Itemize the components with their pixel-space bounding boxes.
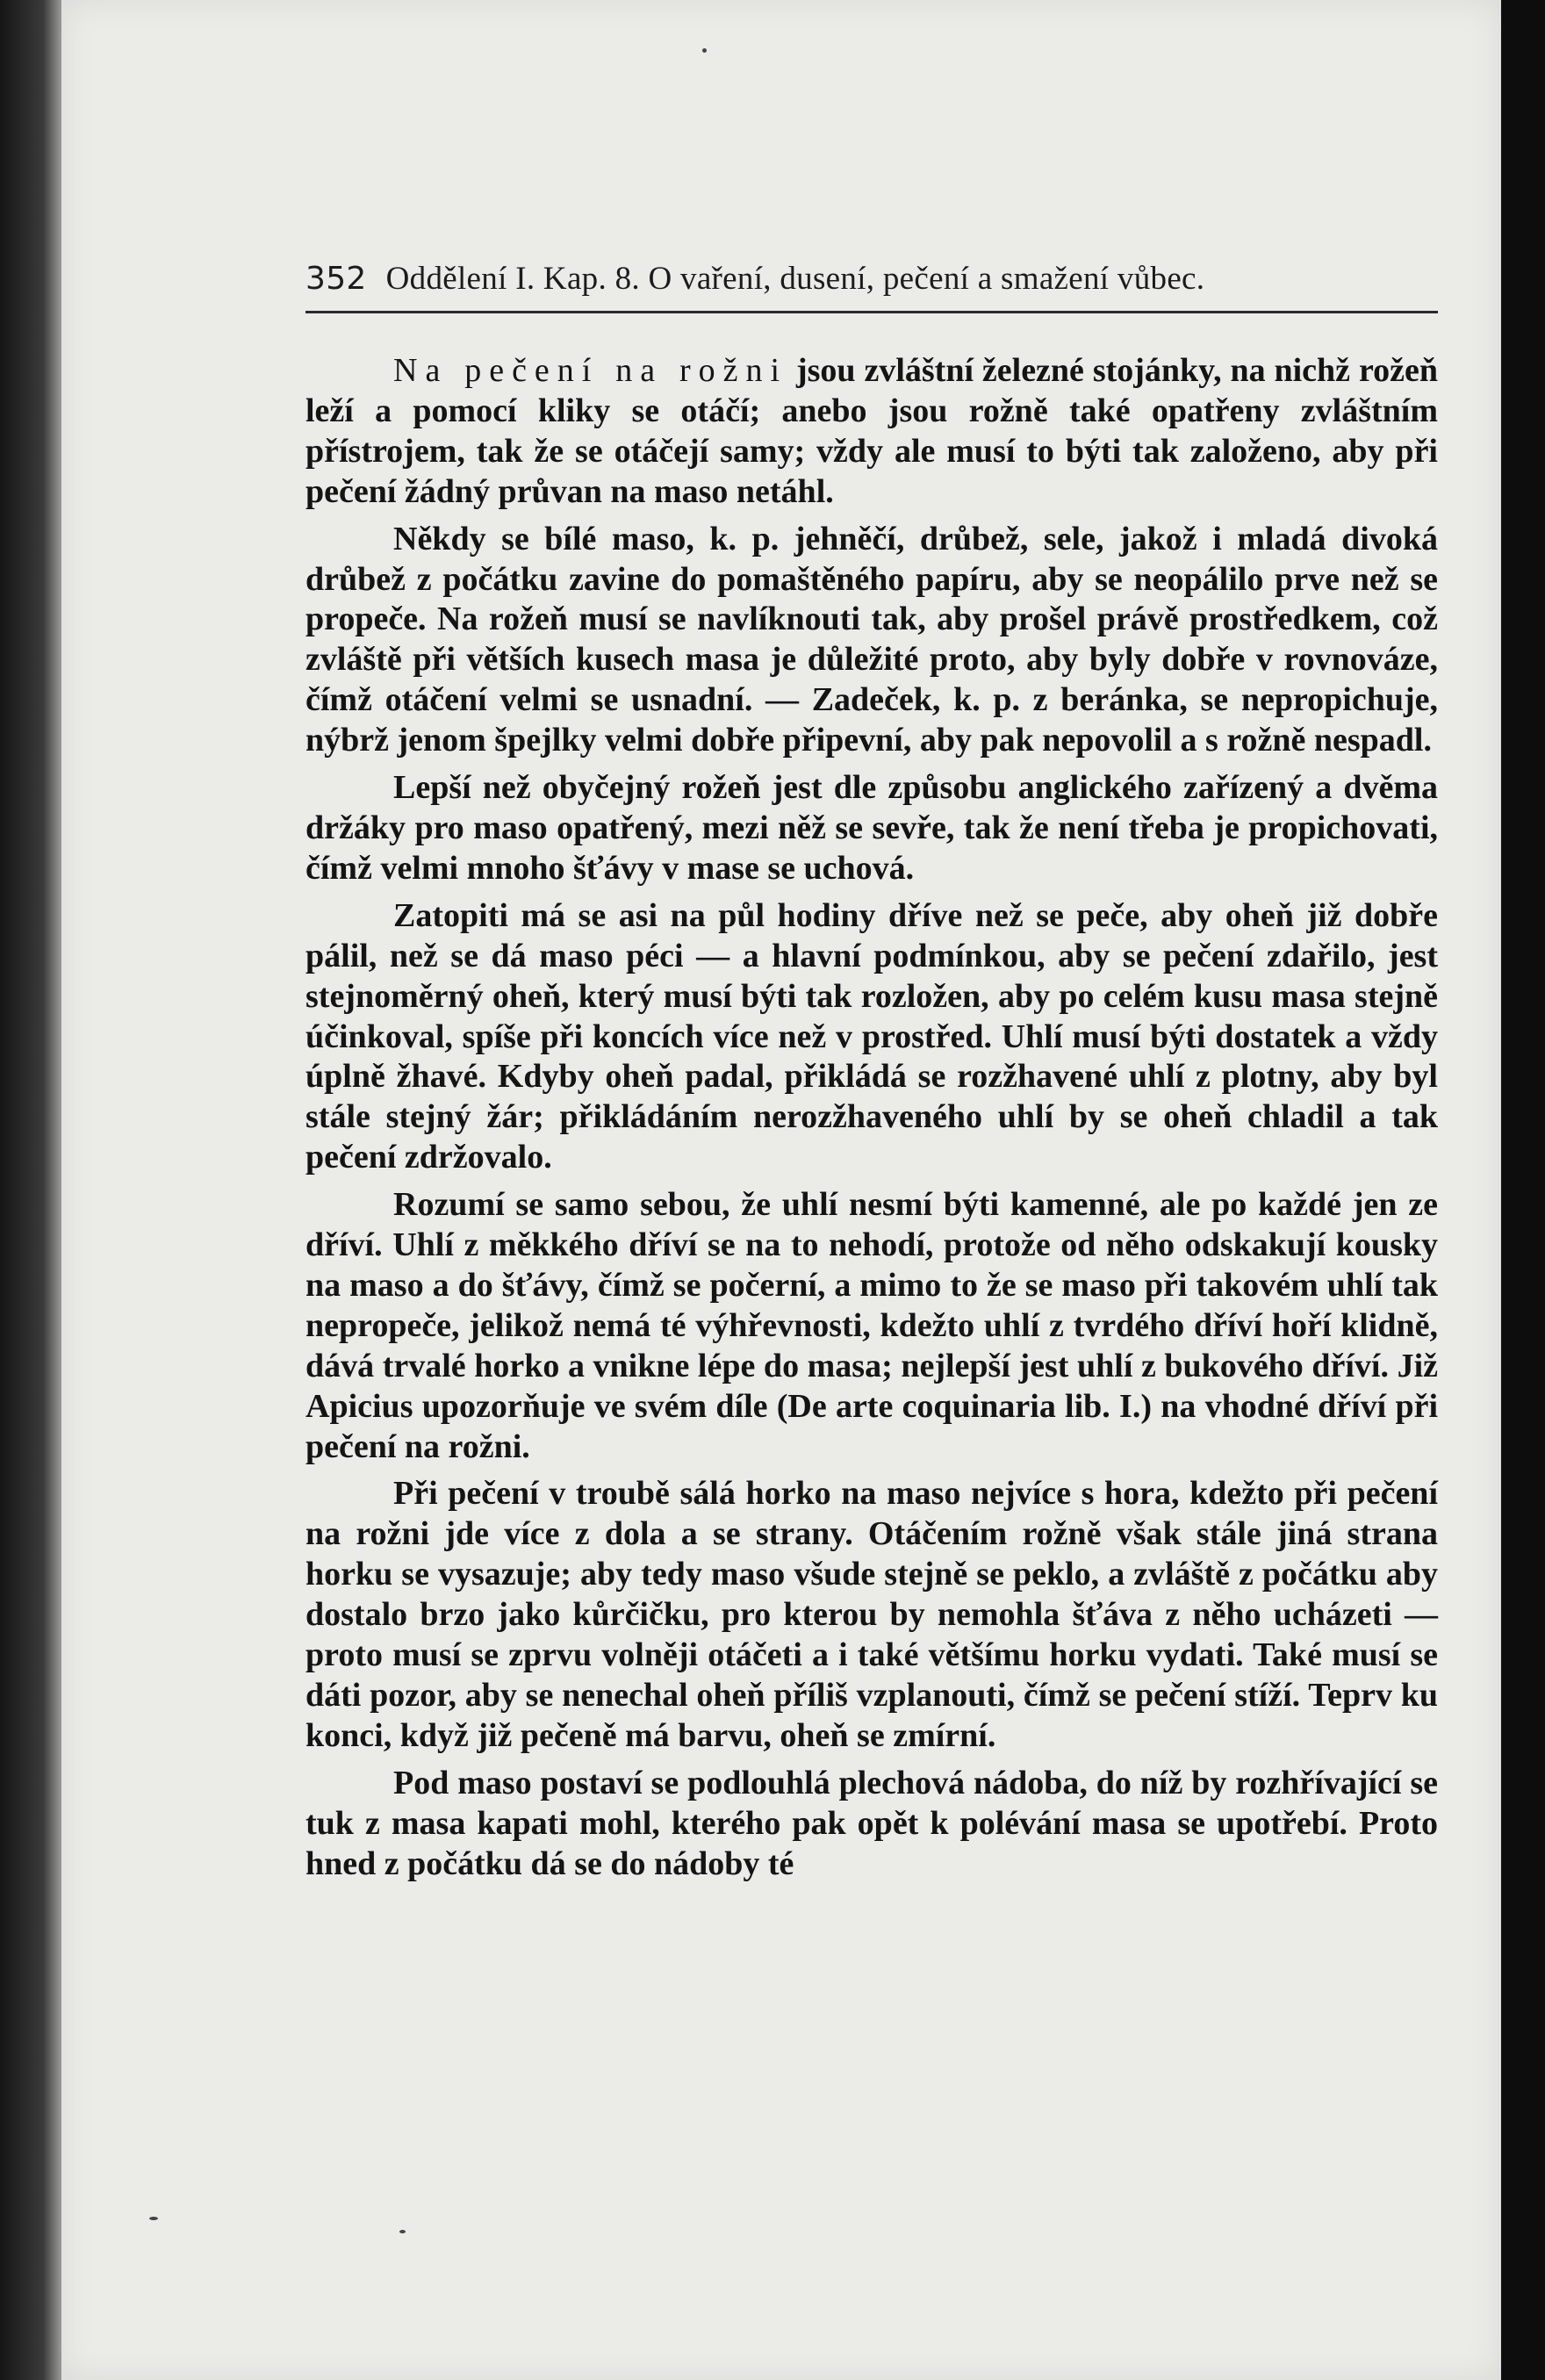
page-number: 352 <box>305 261 367 297</box>
paragraph: Při pečení v troubě sálá horko na maso nejvíce s hora, kdežto při pečení na rožni jde více z dola a se strany. Otáčením rožně však stále jiná strana horku se vysazuje; aby tedy maso všude stejně se peklo, a zvláště z počátku aby dostalo brzo jako kůrčičku, pro kterou by nemohla šťáva z něho ucházeti — proto musí se zprvu volněji otáčeti a i také většímu horku vydati. Také musí se dáti pozor, aby se nenechal oheň příliš vzplanouti, čímž se pečení stíží. Teprv ku konci, když již pečeně má barvu, oheň se zmírní. <box>305 1475 1438 1754</box>
paragraph: Někdy se bílé maso, k. p. jehněčí, drůbež, sele, jakož i mladá divoká drůbež z počátku zavine do pomaštěného papíru, aby se neopálilo prve než se propeče. Na rožeň musí se navlíknouti tak, aby prošel právě prostředkem, což zvláště při větších kusech masa je důležité proto, aby byly dobře v rovnováze, čímž otáčení velmi se usnadní. — Zadeček, k. p. z beránka, se nepropichuje, nýbrž jenom špejlky velmi dobře připevní, aby pak nepovolil a s rožně nespadl. <box>305 520 1438 759</box>
body-text <box>305 351 1438 1885</box>
spaced-term: Na pečení na rožni <box>393 352 788 389</box>
paragraph: Zatopiti má se asi na půl hodiny dříve než se peče, aby oheň již dobře pálil, než se dá maso péci — a hlavní podmínkou, aby se pečení zdařilo, jest stejnoměrný oheň, který musí býti tak rozložen, aby po celém kusu masa stejně účinkoval, spíše při koncích více než v prostřed. Uhlí musí býti dostatek a vždy úplně žhavé. Kdyby oheň padal, přikládá se rozžhavené uhlí z plotny, aby byl stále stejný žár; přikládáním nerozžhaveného uhlí by se oheň chladil a tak pečení zdržovalo. <box>305 896 1438 1176</box>
dust-speck <box>399 2230 406 2233</box>
dust-speck <box>149 2217 158 2220</box>
dust-speck <box>702 48 707 53</box>
paragraph: Pod maso postaví se podlouhlá plechová nádoba, do níž by rozhřívající se tuk z masa kapati mohl, kterého pak opět k polévání masa se upotřebí. Proto hned z počátku dá se do nádoby té <box>305 1764 1438 1882</box>
chapter-title: Oddělení I. Kap. 8. O vaření, dusení, pečení a smažení vůbec. <box>385 261 1205 297</box>
scan-left-edge <box>0 0 61 2380</box>
paragraph: Lepší než obyčejný rožeň jest dle způsobu anglického zařízený a dvěma držáky pro maso opatřený, mezi něž se sevře, tak že není třeba je propichovati, čímž velmi mnoho šťávy v mase se uchová. <box>305 769 1438 887</box>
running-header <box>305 260 1436 298</box>
scan-right-edge <box>1501 0 1545 2380</box>
paragraph: Rozumí se samo sebou, že uhlí nesmí býti kamenné, ale po každé jen ze dříví. Uhlí z měkkého dříví se na to nehodí, protože od něho odskakují kousky na maso a do šťávy, čímž se počerní, a mimo to že se maso při takovém uhlí tak nepropeče, jelikož nemá té výhřevnosti, kdežto uhlí z tvrdého dříví hoří klidně, dává trvalé horko a vnikne lépe do masa; nejlepší jest uhlí z bukového dříví. Již Apicius upozorňuje ve svém díle (De arte coquinaria lib. I.) na vhodné dříví při pečení na rožni. <box>305 1186 1438 1465</box>
header-rule <box>305 311 1438 313</box>
paragraph: Na pečení na rožni jsou zvláštní železné stojánky, na nichž rožeň leží a pomocí kliky se otáčí; anebo jsou rožně také opatřeny zvláštním přístrojem, tak že se otáčejí samy; vždy ale musí to býti tak založeno, aby při pečení žádný průvan na maso netáhl. <box>305 352 1438 510</box>
